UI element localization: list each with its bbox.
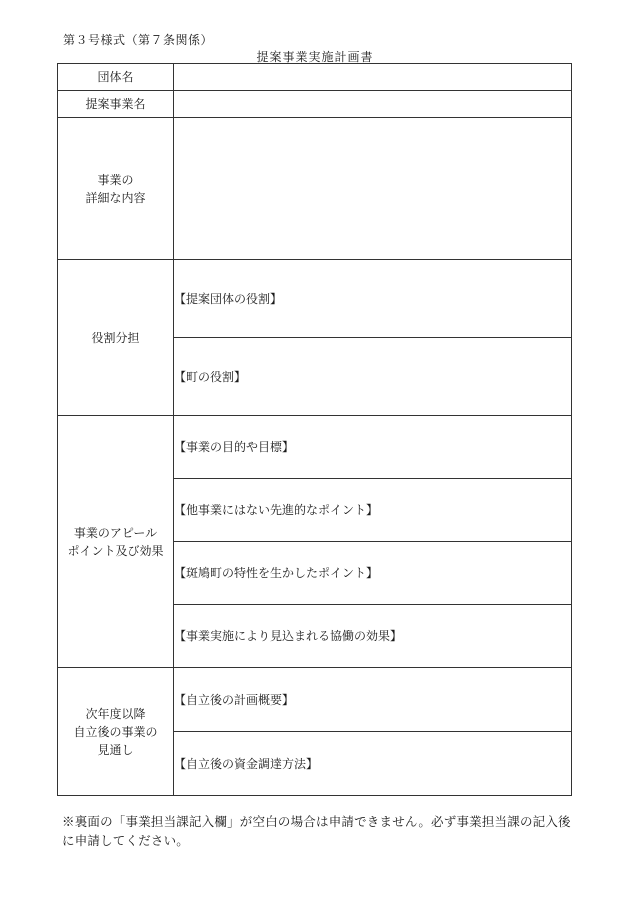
goals-heading: 【事業の目的や目標】 [174, 440, 295, 454]
local-points-field[interactable] [174, 542, 572, 605]
project-name-field[interactable] [174, 91, 572, 118]
town-role-field[interactable] [174, 338, 572, 416]
funding-field[interactable] [174, 732, 572, 796]
plan-summary-field[interactable] [174, 668, 572, 732]
row-appeal-goals [58, 416, 572, 479]
row-project-name [58, 91, 572, 118]
proposer-role-field[interactable] [174, 260, 572, 338]
outlook-label [58, 668, 174, 796]
local-points-heading: 【斑鳩町の特性を生かしたポイント】 [174, 566, 379, 580]
proposer-role-heading: 【提案団体の役割】 [174, 291, 283, 306]
plan-table [57, 63, 572, 796]
collaboration-field[interactable] [174, 605, 572, 668]
outlook-label-line1: 次年度以降 [85, 706, 146, 721]
outlook-label-line3: 見通し [97, 742, 134, 757]
goals-field[interactable] [174, 416, 572, 479]
outlook-label-line2: 自立後の事業の [73, 724, 158, 739]
project-details-field[interactable] [174, 118, 572, 260]
form-number: 第３号様式（第７条関係） [63, 33, 214, 47]
town-role-heading: 【町の役割】 [174, 369, 247, 384]
plan-summary-heading: 【自立後の計画概要】 [174, 692, 295, 707]
row-organization-name [58, 64, 572, 91]
organization-name-label: 団体名 [58, 64, 174, 91]
advanced-points-field[interactable] [174, 479, 572, 542]
appeal-label-line2: ポイント及び効果 [67, 543, 164, 558]
funding-heading: 【自立後の資金調達方法】 [174, 756, 319, 771]
project-name-label: 提案事業名 [58, 91, 174, 118]
row-project-details [58, 118, 572, 260]
row-roles-proposer [58, 260, 572, 338]
document-title: 提案事業実施計画書 [256, 50, 374, 64]
appeal-label-line1: 事業のアピール [73, 525, 158, 540]
footnote: ※裏面の「事業担当課記入欄」が空白の場合は申請できません。必ず事業担当課の記入後に申請してください。 [62, 814, 571, 848]
organization-name-field[interactable] [174, 64, 572, 91]
roles-label: 役割分担 [58, 260, 174, 416]
appeal-label [58, 416, 174, 668]
project-details-label-line2: 詳細な内容 [85, 190, 146, 205]
row-outlook-plan [58, 668, 572, 732]
project-details-label [58, 118, 174, 260]
project-details-label-line1: 事業の [97, 172, 134, 187]
collaboration-heading: 【事業実施により見込まれる協働の効果】 [174, 629, 403, 643]
advanced-points-heading: 【他事業にはない先進的なポイント】 [174, 503, 379, 517]
